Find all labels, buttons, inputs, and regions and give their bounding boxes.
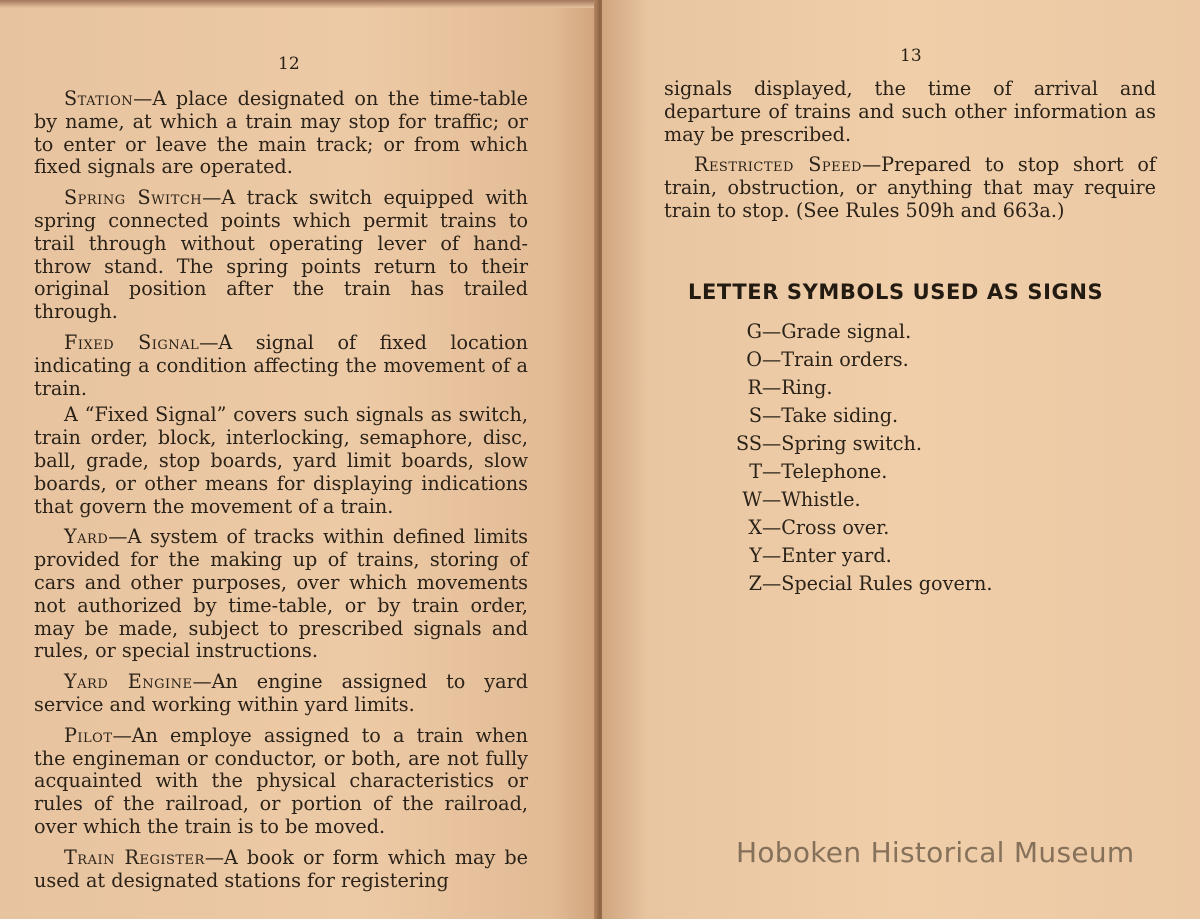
symbol-meaning: —Whistle. (762, 488, 861, 511)
definition-body: —An employe assigned to a train when the engineman or conductor, or both, are not fully acquainted with the physical characteristics or rules of the railroad, or portion of the railroad, over which the train is to be moved. (34, 723, 528, 838)
left-page-text (34, 88, 528, 900)
symbol-meaning: —Ring. (762, 376, 833, 399)
definition-yard-engine (34, 671, 528, 717)
symbol-letter: R (747, 376, 762, 399)
symbol-item (704, 402, 992, 430)
symbol-meaning: —Train orders. (762, 348, 909, 371)
symbol-meaning: —Spring switch. (762, 432, 922, 455)
symbol-item (704, 318, 992, 346)
symbol-item (704, 346, 992, 374)
symbol-letter: X (748, 516, 762, 539)
symbol-meaning: —Grade signal. (762, 320, 912, 343)
section-heading: LETTER SYMBOLS USED AS SIGNS (688, 280, 1104, 304)
term: Spring Switch (64, 186, 203, 210)
letter-symbol-list (704, 318, 992, 598)
term: Yard Engine (64, 670, 193, 694)
right-page-text (664, 78, 1156, 231)
right-page (602, 0, 1200, 919)
symbol-letter: SS (736, 432, 762, 455)
symbol-item (704, 374, 992, 402)
symbol-item (704, 458, 992, 486)
definition-station (34, 88, 528, 179)
definition-body: —A track switch equipped with spring connected points which permit trains to trail through without operating lever of hand-throw stand. The spring points return to their original position after the train has trailed through. (34, 186, 528, 324)
definition-body: —A signal of fixed location indicating a condition affecting the movement of a train. (34, 330, 528, 400)
symbol-item (704, 542, 992, 570)
fixed-signal-note (34, 404, 528, 518)
definition-spring-switch (34, 187, 528, 324)
symbol-letter: G (746, 320, 762, 343)
train-register-continuation: signals displayed, the time of arrival and departure of trains and such other information as may be prescribed. (664, 77, 1156, 146)
symbol-letter: O (746, 348, 762, 371)
definition-yard (34, 526, 528, 663)
symbol-item (704, 514, 992, 542)
term: Pilot (64, 723, 113, 747)
definition-body: —An engine assigned to yard service and working within yard limits. (34, 670, 528, 716)
definition-body: —Prepared to stop short of train, obstruction, or anything that may require train to stop. (See Rules 509h and 663a.) (664, 153, 1156, 222)
definition-body: A “Fixed Signal” covers such signals as switch, train order, block, interlocking, semaphore, disc, ball, grade, stop boards, yard limit boards, slow boards, or other means for displaying indications that govern the movement of a train. (34, 403, 528, 518)
term: Restricted Speed (694, 153, 862, 177)
symbol-item (704, 430, 992, 458)
symbol-letter: T (749, 460, 762, 483)
definition-train-register (34, 847, 528, 893)
definition-body: —A place designated on the time-table by name, at which a train may stop for traffic; or to enter or leave the main track; or from which fixed signals are operated. (34, 87, 528, 179)
left-page (0, 0, 598, 919)
definition-pilot (34, 725, 528, 839)
term: Station (64, 87, 134, 110)
museum-watermark: Hoboken Historical Museum (736, 836, 1135, 869)
symbol-item (704, 570, 992, 598)
term: Fixed Signal (64, 330, 200, 354)
term: Yard (64, 525, 109, 549)
definition-body: —A system of tracks within defined limits provided for the making up of trains, storing of cars and other purposes, over which movements not authorized by time-table, or by train order, may be made, subject to prescribed signals and rules, or special instructions. (34, 525, 528, 663)
symbol-item (704, 486, 992, 514)
symbol-meaning: —Cross over. (762, 516, 890, 539)
symbol-letter: Y (749, 544, 762, 567)
definition-fixed-signal (34, 332, 528, 400)
term: Train Register (64, 845, 205, 869)
symbol-meaning: —Telephone. (762, 460, 888, 483)
definition-restricted-speed (664, 154, 1156, 222)
symbol-meaning: —Special Rules govern. (762, 572, 993, 595)
symbol-meaning: —Take siding. (762, 404, 899, 427)
page-number-right: 13 (900, 46, 922, 66)
page-top-edge (0, 0, 598, 8)
symbol-letter: W (742, 488, 762, 511)
symbol-meaning: —Enter yard. (762, 544, 892, 567)
symbol-letter: S (748, 404, 762, 427)
definition-body: —A book or form which may be used at designated stations for registering (34, 845, 528, 892)
page-number-left: 12 (278, 54, 300, 74)
symbol-letter: Z (748, 572, 762, 595)
